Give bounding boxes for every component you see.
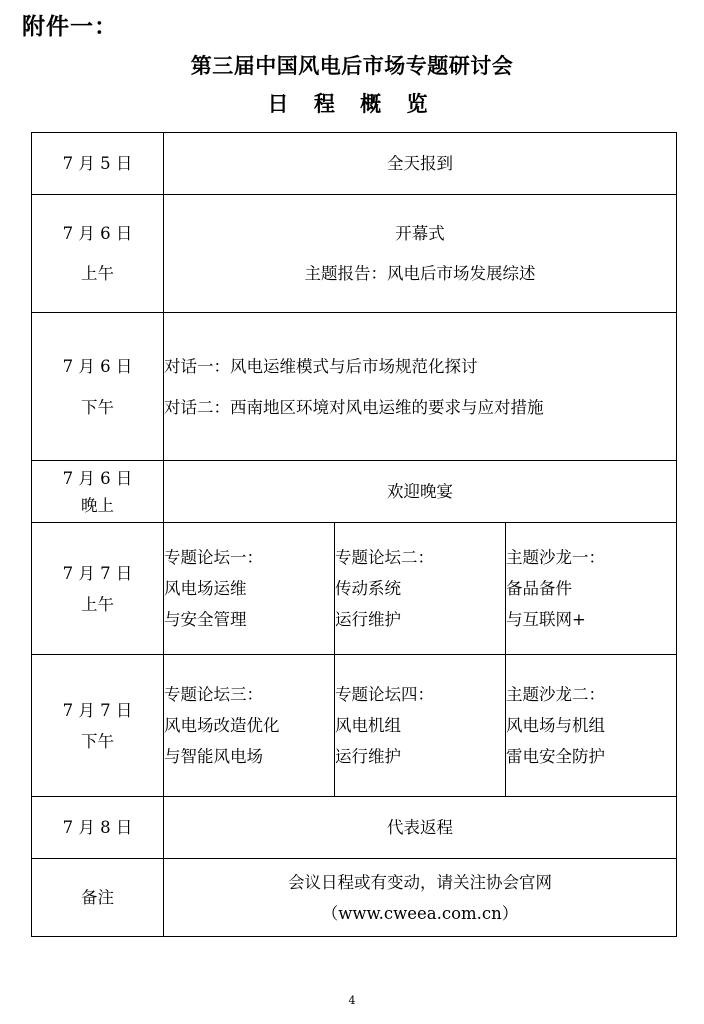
document-title: 第三届中国风电后市场专题研讨会 [190,54,514,78]
schedule-row-jul6-evening [32,461,677,523]
event-cell: 代表返程 [164,797,677,859]
event-cell: 全天报到 [164,133,677,195]
schedule-row-jul6-morning [32,195,677,313]
schedule-row-jul7-afternoon [32,655,677,797]
website-url: （www.cweea.com.cn） [321,903,519,923]
schedule-row-jul7-morning [32,523,677,655]
session-forum-2: 专题论坛二： 传动系统 运行维护 [335,523,506,655]
date-cell: 7 月 8 日 [32,797,164,859]
schedule-table [31,132,677,937]
event-cell: 对话一：风电运维模式与后市场规范化探讨 对话二：西南地区环境对风电运维的要求与应对措施 [164,313,677,461]
attachment-label: 附件一： [22,14,118,40]
session-salon-2: 主题沙龙二： 风电场与机组 雷电安全防护 [506,655,677,797]
date-cell: 7 月 6 日 下午 [32,313,164,461]
schedule-row-notes [32,859,677,937]
date-cell: 7 月 5 日 [32,133,164,195]
schedule-row-jul6-afternoon [32,313,677,461]
event-cell: 欢迎晚宴 [164,461,677,523]
date-cell: 7 月 7 日 下午 [32,655,164,797]
notes-cell: 会议日程或有变动，请关注协会官网 （www.cweea.com.cn） [164,859,677,937]
session-forum-4: 专题论坛四： 风电机组 运行维护 [335,655,506,797]
schedule-row-jul5 [32,133,677,195]
date-cell: 7 月 7 日 上午 [32,523,164,655]
document-subtitle: 日 程 概 览 [267,92,437,116]
date-cell: 7 月 6 日 上午 [32,195,164,313]
session-salon-1: 主题沙龙一： 备品备件 与互联网+ [506,523,677,655]
page-number: 4 [348,994,356,1007]
date-cell: 7 月 6 日 晚上 [32,461,164,523]
session-forum-3: 专题论坛三： 风电场改造优化 与智能风电场 [164,655,335,797]
session-forum-1: 专题论坛一： 风电场运维 与安全管理 [164,523,335,655]
event-cell: 开幕式 主题报告：风电后市场发展综述 [164,195,677,313]
schedule-row-jul8 [32,797,677,859]
notes-label-cell: 备注 [32,859,164,937]
